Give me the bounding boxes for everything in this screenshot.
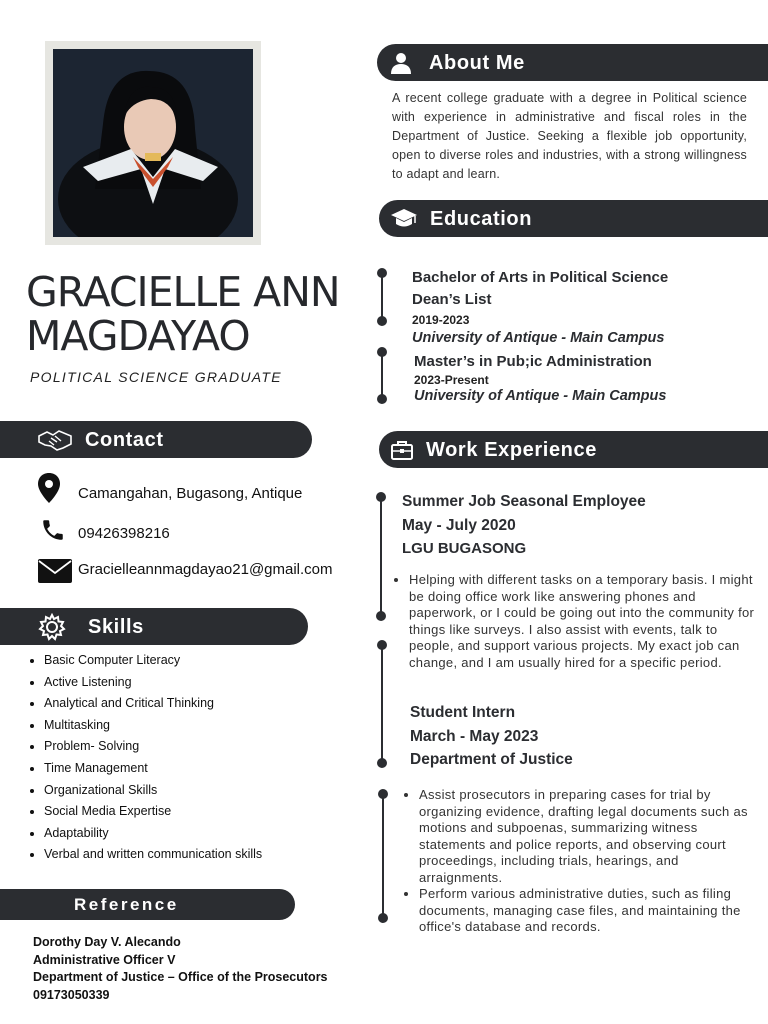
reference-block <box>33 934 328 1004</box>
phone-icon <box>40 517 66 543</box>
about-text: A recent college graduate with a degree in Political science with experience in administrative and fiscal roles in the Department of Justice. Seeking a flexible job opportunity, open to diverse roles and industries, with a strong willingness to adapt and learn. <box>392 91 747 181</box>
skills-header <box>0 608 308 645</box>
education-honor: Dean’s List <box>412 291 492 308</box>
timeline-dot <box>377 394 387 404</box>
education-header <box>379 200 768 237</box>
about-header <box>377 44 768 81</box>
skill-item: • Verbal and written communication skills <box>44 844 262 866</box>
first-name: GRACIELLE ANN <box>26 268 340 316</box>
timeline-dot <box>377 316 387 326</box>
job-bullet: • Assist prosecutors in preparing cases for trial by organizing evidence, drafting legal documents such as motions and subpoenas, summarizing witness statements and police reports, and observing court proceedings, including trials, hearings, and arraignments. <box>419 787 751 886</box>
contact-address-row <box>38 473 358 503</box>
education-degree: Master’s in Pub;ic Administration <box>414 353 652 370</box>
reference-name: Dorothy Day V. Alecando <box>33 935 181 949</box>
work-heading: Work Experience <box>426 439 597 461</box>
contact-email-row <box>38 557 358 583</box>
reference-heading: Reference <box>74 895 179 914</box>
job-title: Summer Job Seasonal Employee <box>402 493 646 510</box>
job-entry <box>410 701 750 772</box>
about-heading: About Me <box>429 52 525 74</box>
contact-header <box>0 421 312 458</box>
briefcase-icon <box>391 440 413 460</box>
job-employer: Department of Justice <box>410 751 573 768</box>
gear-icon <box>38 613 66 641</box>
education-degree: Bachelor of Arts in Political Science <box>412 269 669 286</box>
job-period: May - July 2020 <box>402 516 516 534</box>
skills-list <box>26 650 262 866</box>
skill-item: • Time Management <box>44 758 262 780</box>
timeline-line <box>381 645 383 763</box>
job-period: March - May 2023 <box>410 727 539 745</box>
timeline-line <box>381 273 383 321</box>
reference-office: Department of Justice – Office of the Prosecutors <box>33 970 328 984</box>
contact-phone[interactable]: 09426398216 <box>78 525 170 542</box>
skill-item: • Problem- Solving <box>44 736 262 758</box>
job-bullets <box>404 787 751 936</box>
handshake-icon <box>37 428 73 452</box>
last-name: MAGDAYAO <box>26 312 250 360</box>
reference-header <box>0 889 295 920</box>
reference-phone: 09173050339 <box>33 987 110 1002</box>
job-bullets <box>394 572 761 671</box>
person-icon <box>389 51 413 75</box>
profile-photo-frame <box>45 41 261 245</box>
job-employer: LGU BUGASONG <box>402 540 527 557</box>
education-school: University of Antique - Main Campus <box>414 388 667 404</box>
contact-address: Camangahan, Bugasong, Antique <box>78 485 303 502</box>
reference-position: Administrative Officer V <box>33 952 176 967</box>
timeline-line <box>382 794 384 918</box>
timeline-line <box>381 352 383 399</box>
timeline-dot <box>376 611 386 621</box>
skills-heading: Skills <box>88 616 144 638</box>
skill-item: • Adaptability <box>44 823 262 845</box>
envelope-icon <box>38 559 72 583</box>
contact-email[interactable]: Gracielleannmagdayao21@gmail.com <box>78 561 333 578</box>
education-years: 2023-Present <box>414 373 489 387</box>
education-entry <box>414 352 764 404</box>
education-entry <box>412 267 762 348</box>
full-name <box>26 270 340 358</box>
education-years: 2019-2023 <box>412 313 470 327</box>
job-title: Student Intern <box>410 704 516 721</box>
job-bullet: • Helping with different tasks on a temporary basis. I might be doing office work like answering phones and paperwork, or I could be going out into the community for things like surveys. I also assist with events, talk to people, and support various projects. My exact job can change, and I am usually hired for a specific period. <box>409 572 761 671</box>
skill-item: • Organizational Skills <box>44 780 262 802</box>
skill-item: • Active Listening <box>44 672 262 694</box>
contact-phone-row <box>40 517 360 543</box>
graduation-cap-icon <box>390 208 418 230</box>
timeline-dot <box>377 758 387 768</box>
profile-photo <box>53 49 253 237</box>
location-pin-icon <box>38 473 60 503</box>
timeline-dot <box>378 913 388 923</box>
job-entry <box>402 490 752 561</box>
skill-item: • Analytical and Critical Thinking <box>44 693 262 715</box>
timeline-line <box>380 497 382 616</box>
skill-item: • Social Media Expertise <box>44 801 262 823</box>
profile-subtitle: POLITICAL SCIENCE GRADUATE <box>30 369 282 385</box>
skill-item: • Multitasking <box>44 715 262 737</box>
work-header <box>379 431 768 468</box>
skill-item: • Basic Computer Literacy <box>44 650 262 672</box>
education-school: University of Antique - Main Campus <box>412 330 665 346</box>
education-heading: Education <box>430 208 533 230</box>
contact-heading: Contact <box>85 429 164 451</box>
job-bullet: • Perform various administrative duties, such as filing documents, managing case files, and maintaining the office's database and records. <box>419 886 751 936</box>
graduation-portrait-icon <box>53 49 253 237</box>
